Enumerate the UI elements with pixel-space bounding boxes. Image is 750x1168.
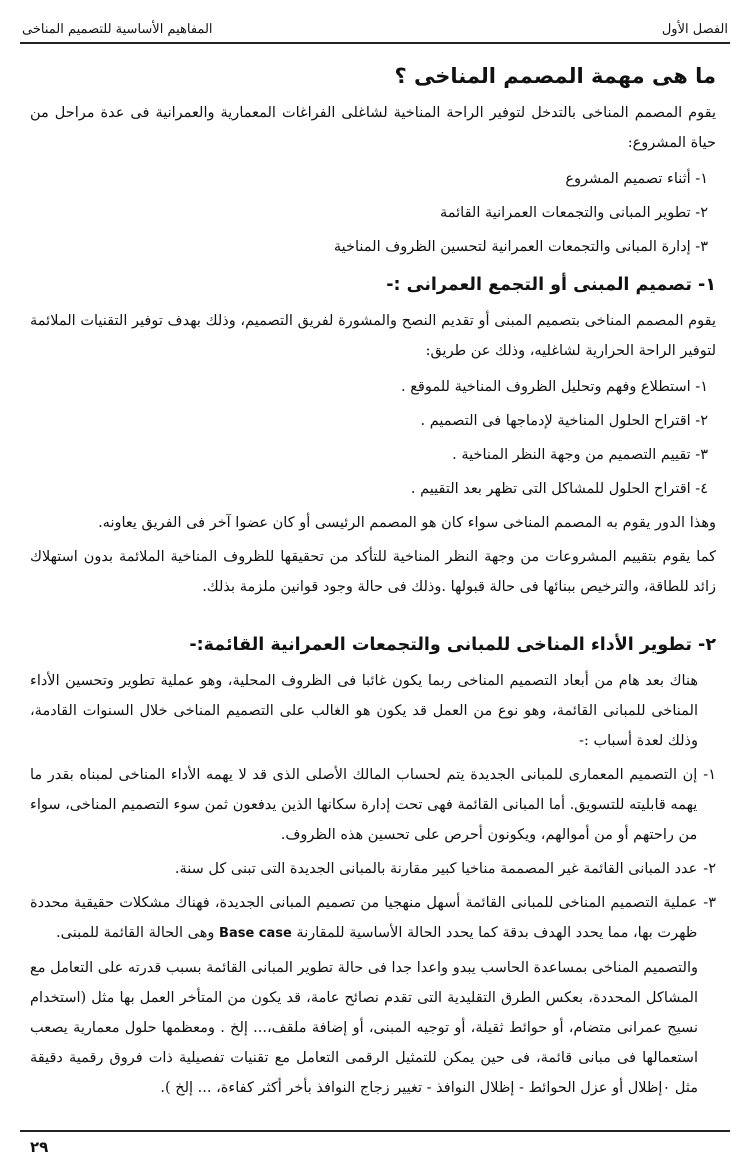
reason-number: ٣- [703,895,716,911]
section1-steps [30,370,716,506]
list-item: ١- أثناء تصميم المشروع [565,171,708,187]
stages-list [30,162,716,264]
list-item: ٤- اقتراح الحلول للمشاكل التى تظهر بعد التقييم . [410,481,708,497]
reason-text-part: وهى الحالة القائمة للمبنى. [56,925,220,941]
reason-text [30,888,697,949]
section-heading-2: ٢- تطوير الأداء المناخى للمبانى والتجمعات العمرانية القائمة:- [189,635,716,655]
reason-text: عدد المبانى القائمة غير المصممة مناخيا كبير مقارنة بالمبانى الجديدة التى تبنى كل سنة. [174,861,698,877]
list-item: ٣- إدارة المبانى والتجمعات العمرانية لتحسين الظروف المناخية [333,239,708,255]
running-header [22,18,728,40]
section-heading-1: ١- تصميم المبنى أو التجمع العمرانى :- [386,275,716,295]
reason-number: ١- [703,767,716,783]
reason-item [30,854,716,884]
page-title: ما هى مهمة المصمم المناخى ؟ [394,64,716,88]
list-item: ١- استطلاع وفهم وتحليل الظروف المناخية للموقع . [401,379,708,395]
section1-role: وهذا الدور يقوم به المصمم المناخى سواء كان هو المصمم الرئيسى أو كان عضوا آخر فى الفريق يعاونه. [98,515,716,531]
header-divider [20,42,730,44]
page-body [30,58,716,1107]
list-item: ٢- اقتراح الحلول المناخية لإدماجها فى التصميم . [420,413,708,429]
computer-aided-paragraph: والتصميم المناخى بمساعدة الحاسب يبدو واعدا جدا فى حالة تطوير المبانى القائمة بسبب قدرته على التعامل مع المشاكل المحددة، بعكس الطرق التقليدية التى تقدم نصائح عامة، قد يكون من المتأخر العمل بها مثل (استخدام نسيج عمرانى متضام، أو حوائط ثقيلة، أو توجيه المبنى، أو إضافة ملقف،... إلخ . ومعظمها حلول معمارية يصعب استعمالها فى مبانى قائمة، فى حين يمكن للتمثيل الرقمى التعامل مع تقنيات تفصيلية ذات فروق رقمية دقيقة مثل ٠إظلال أو عزل الحوائط - إظلال النوافذ - تغيير زجاج النوافذ بأخر أكثر كفاءة، ... إلخ ). [30,960,698,1096]
section2-intro: هناك بعد هام من أبعاد التصميم المناخى ربما يكون غائبا فى الظروف المحلية، وهو عملية تطوير وتحسين الأداء المناخى للمبانى القائمة، وهو نوع من العمل قد يكون هو الغالب على التصميم المناخى خلال السنوات القادمة، وذلك لعدة أسباب :- [30,673,698,749]
chapter-label: الفصل الأول [661,21,728,37]
page-number: ٢٩ [30,1138,49,1156]
section1-intro: يقوم المصمم المناخى بتصميم المبنى أو تقديم النصح والمشورة لفريق التصميم، وذلك بهدف توفير التقنيات الملائمة لتوفير الراحة الحرارية لشاغليه، وذلك عن طريق: [30,313,716,359]
intro-paragraph: يقوم المصمم المناخى بالتدخل لتوفير الراحة المناخية لشاغلى الفراغات المعمارية والعمرانية فى عدة مراحل من حياة المشروع: [30,105,716,151]
reason-number: ٢- [703,861,716,877]
reason-text: إن التصميم المعمارى للمبانى الجديدة يتم لحساب المالك الأصلى الذى قد لا يهمه الأداء المناخى لمبناه بقدر ما يهمه قابليته للتسويق. أما المبانى القائمة فهى تحت إدارة سكانها الذين يدفعون ثمن سوء التصميم المناخى، سواء من راحتهم أو من أموالهم، ويكونون أحرص على تحسين هذه الظروف. [30,767,698,843]
book-title: المفاهيم الأساسية للتصميم المناخى [22,21,213,37]
footer-divider [20,1130,730,1132]
reason-item [30,760,716,850]
reason-item [30,888,716,949]
list-item: ٣- تقييم التصميم من وجهة النظر المناخية . [452,447,708,463]
base-case-term: Base case [219,926,292,941]
reason-text-part: عملية التصميم المناخى للمبانى القائمة أسهل منهجيا من تصميم المبانى الجديدة، فهناك مشكلات حقيقية محددة ظهرت بها، مما يحدد الهدف بدقة كما يحدد الحالة الأساسية للمقارنة [30,895,698,941]
section1-evaluation: كما يقوم بتقييم المشروعات من وجهة النظر المناخية للتأكد من تحقيقها للظروف المناخية الملائمة بدون استهلاك زائد للطاقة، والترخيص ببنائها فى حالة قبولها .وذلك فى حالة وجود قوانين ملزمة بذلك. [30,549,716,595]
list-item: ٢- تطوير المبانى والتجمعات العمرانية القائمة [439,205,708,221]
